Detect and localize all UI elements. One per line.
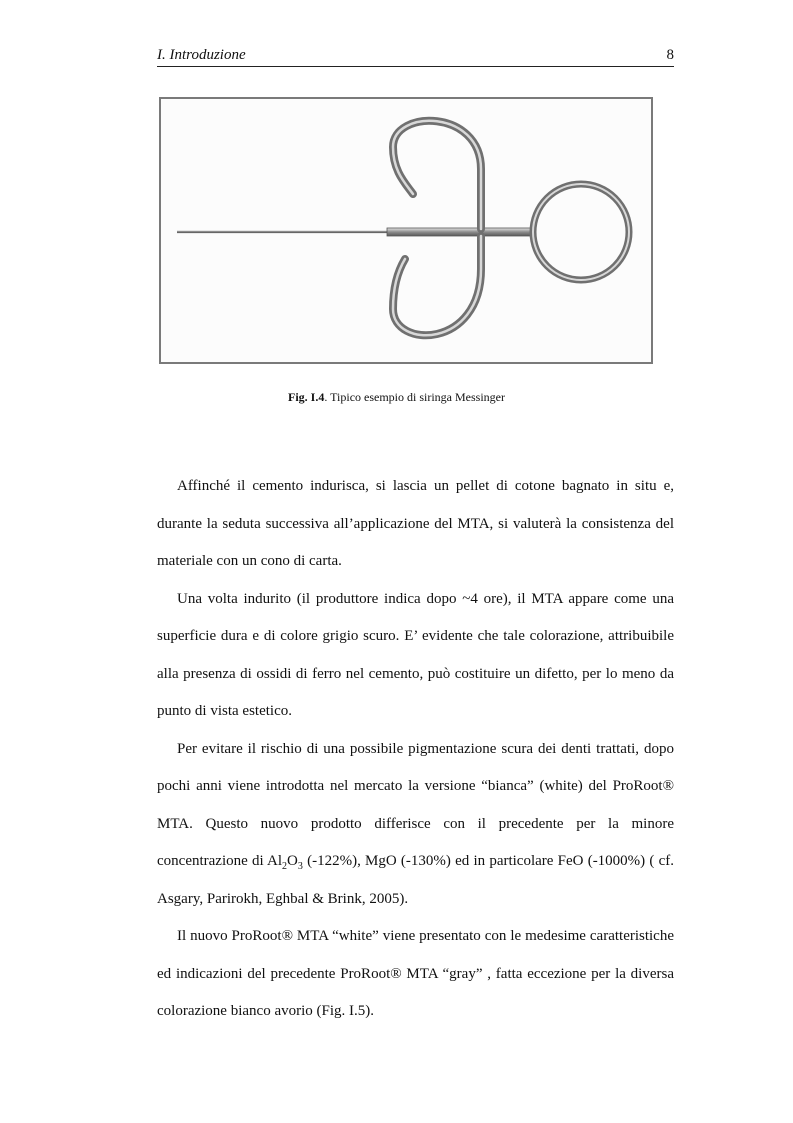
subscript-2: 2 bbox=[282, 861, 288, 872]
body-text bbox=[157, 468, 674, 1031]
paragraph-4: Il nuovo ProRoot® MTA “white” viene presentato con le medesime caratteristiche ed indicazioni del precedente ProRoot® MTA “gray” , fatta eccezione per la diversa colorazione bianco avorio (Fig. I.5). bbox=[157, 928, 674, 1019]
figure-caption bbox=[0, 390, 793, 405]
figure-caption-label: Fig. I.4 bbox=[287, 390, 325, 404]
paragraph-2: Una volta indurito (il produttore indica dopo ~4 ore), il MTA appare come una superficie dura e di colore grigio scuro. E’ evidente che tale colorazione, attribuibile alla presenza di ossidi di ferro nel cemento, può costituire un difetto, per lo meno da punto di vista estetico. bbox=[157, 590, 674, 719]
page-number: 8 bbox=[666, 47, 674, 63]
running-header bbox=[157, 46, 674, 67]
subscript-3: 3 bbox=[297, 861, 303, 872]
figure-frame bbox=[159, 97, 653, 364]
paragraph-1: Affinché il cemento indurisca, si lascia un pellet di cotone bagnato in situ e, durante la seduta successiva all’applicazione del MTA, si valuterà la consistenza del materiale con un cono di carta. bbox=[157, 478, 674, 569]
chapter-title: I. Introduzione bbox=[157, 47, 246, 63]
paragraph-3-part-a: Per evitare il rischio di una possibile pigmentazione scura dei denti trattati, dopo pochi anni viene introdotta nel mercato la versione “bianca” (white) del ProRoot® MTA. Questo nuovo prodotto differisce con il precedente per la minore concentrazione di Al bbox=[157, 740, 674, 869]
figure-caption-text: . Tipico esempio di siringa Messinger bbox=[324, 390, 505, 404]
paragraph-3 bbox=[157, 731, 674, 919]
paragraph-3-part-b: O bbox=[287, 853, 298, 869]
paragraph-3-part-c: (-122%), MgO (-130%) ed in particolare FeO (-1000%) ( cf. Asgary, Parirokh, Eghbal & Brink, 2005). bbox=[157, 853, 674, 907]
messinger-syringe-illustration bbox=[161, 99, 651, 362]
